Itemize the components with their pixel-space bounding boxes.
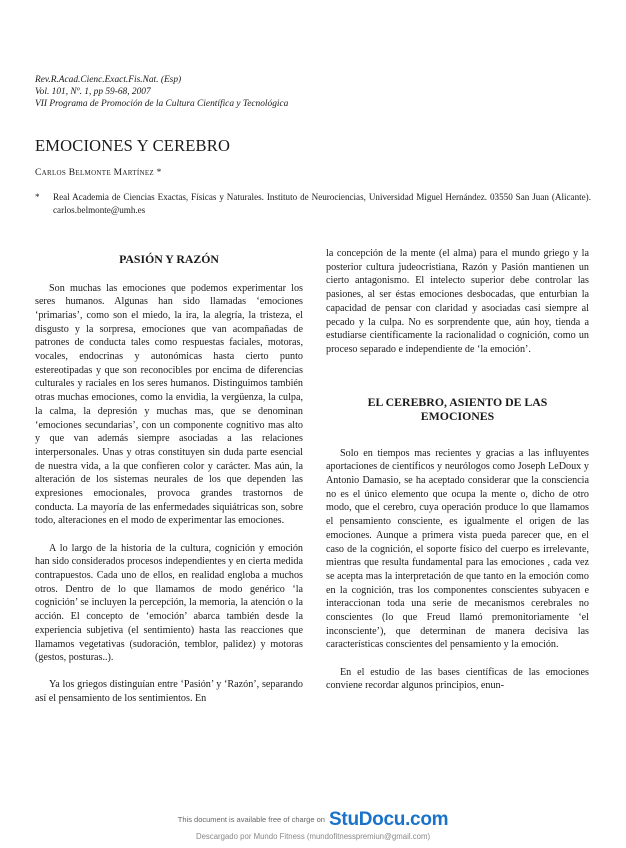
paragraph: la concepción de la mente (el alma) para el mundo griego y la posterior cultura judeocristiana, Razón y Pasión mantienen un cierto antagonismo. El intelecto superior debe controlar las pasiones, al ser éstas emociones desbocadas, que enturbian la capacidad de pensar con claridad y asociadas casi siempre al pecado y la culpa. No es sorprendente que, aún hoy, tienda a estudiarse científicamente la racionalidad o cognición, como un proceso separado e independiente de ‘la emoción’. bbox=[326, 248, 589, 355]
paragraph: A lo largo de la historia de la cultura, cognición y emoción han sido considerados procesos independientes y en cierta medida contrapuestos. Cada uno de ellos, en realidad engloba a muchos otros. Dentro de lo que llamamos de modo genérico ‘la cognición’ se incluyen la percepción, la memoria, la atención o la acción. El concepto de ‘emoción’ abarca también desde la experiencia subjetiva (el sentimiento) hasta las reacciones que llamamos vegetativas (sudoración, temblor, palidez) y motoras (gestos, posturas..). bbox=[35, 542, 303, 664]
journal-volume: Vol. 101, Nº. 1, pp 59-68, 2007 bbox=[35, 87, 151, 97]
article-title: EMOCIONES Y CEREBRO bbox=[35, 136, 231, 155]
paragraph: Solo en tiempos mas recientes y gracias a las influyentes aportaciones de científicos y neurólogos como Joseph LeDoux y Antonio Damasio, se ha aceptado considerar que la consciencia no es el único elemento que ocupa la mente o, dicho de otro modo, que el cerebro, cuya operación produce lo que llamamos el pensamiento consciente, es igualmente el origen de las emociones. Aunque a primera vista pueda parecer que, en el caso de la cognición, el soporte físico del cuerpo es irrelevante, mientras que resulta fundamental para las emociones , cada vez se acepta mas la interpretación de que tanto en la emoción como en la cognición, tras los componentes conscientes subyacen e interaccionan toda una serie de mecanismos cerebrales no conscientes (lo que Freud llamó premonitoriamente ‘el inconsciente’), que determinan de manera decisiva las características conscientes del pensamiento y la emoción. bbox=[326, 447, 589, 651]
paragraph: Son muchas las emociones que podemos experimentar los seres humanos. Algunas han sido llamadas ‘emociones ‘primarias’, como son el miedo, la ira, la alegría, la tristeza, el disgusto y la sorpresa, emociones que van acompañadas de patrones de conducta tales como respuestas faciales, motoras, vocales, endocrinas y autonómicas hasta cierto punto estereotipadas y que son reconocibles por encima de diferencias culturales y raciales en los seres humanos. Distinguimos también otras muchas emociones, como la envidia, la vergüenza, la culpa, la calma, la depresión y muchas mas, que se denominan ‘emociones secundarias’, con un componente cognitivo mas alto y que van además siempre asociadas a las relaciones interpersonales. Unas y otras constituyen sin duda parte esencial de nuestra vida, a la que confieren color y carácter. Mas aún, la alteración de los sistemas neurales de los que dependen las expresiones emocionales, provoca grandes trastornos de conducta. La mayoría de las enfermedades siquiátricas son, sobre todo, alteraciones en el modo de experimentar las emociones. bbox=[35, 282, 303, 527]
journal-citation: Rev.R.Acad.Cienc.Exact.Fis.Nat. (Esp) bbox=[35, 75, 182, 85]
download-notice: Descargado por Mundo Fitness (mundofitnesspremiun@gmail.com) bbox=[195, 832, 431, 841]
left-column bbox=[35, 252, 303, 706]
availability-text: This document is available free of charge on bbox=[177, 814, 325, 824]
section-heading-pasion-razon: PASIÓN Y RAZÓN bbox=[119, 252, 219, 266]
paragraph: Ya los griegos distinguían entre ‘Pasión’ y ‘Razón’, separando así el pensamiento de los sentimientos. En bbox=[35, 679, 303, 705]
affiliation-marker: * bbox=[35, 192, 40, 202]
brand-name: StuDocu bbox=[329, 809, 406, 830]
availability-notice bbox=[0, 809, 626, 831]
right-column bbox=[326, 247, 589, 693]
heading-line: EMOCIONES bbox=[420, 409, 495, 424]
heading-line: EL CEREBRO, ASIENTO DE LAS bbox=[367, 394, 548, 409]
affiliation-note bbox=[35, 191, 591, 216]
journal-info bbox=[35, 74, 595, 110]
brand-tld: com bbox=[410, 809, 449, 830]
studocu-logo[interactable] bbox=[329, 809, 448, 830]
article-author: Carlos Belmonte Martínez * bbox=[35, 168, 162, 178]
section-heading-cerebro bbox=[326, 395, 589, 424]
paragraph: En el estudio de las bases científicas de las emociones conviene recordar algunos principios, enun- bbox=[326, 666, 589, 692]
journal-program: VII Programa de Promoción de la Cultura Científica y Tecnológica bbox=[35, 99, 289, 109]
affiliation-text: Real Academia de Ciencias Exactas, Físicas y Naturales. Instituto de Neurociencias, Universidad Miguel Hernández. 03550 San Juan (Alicante). carlos.belmonte@umh.es bbox=[53, 192, 591, 215]
brand-dot: . bbox=[405, 809, 411, 830]
